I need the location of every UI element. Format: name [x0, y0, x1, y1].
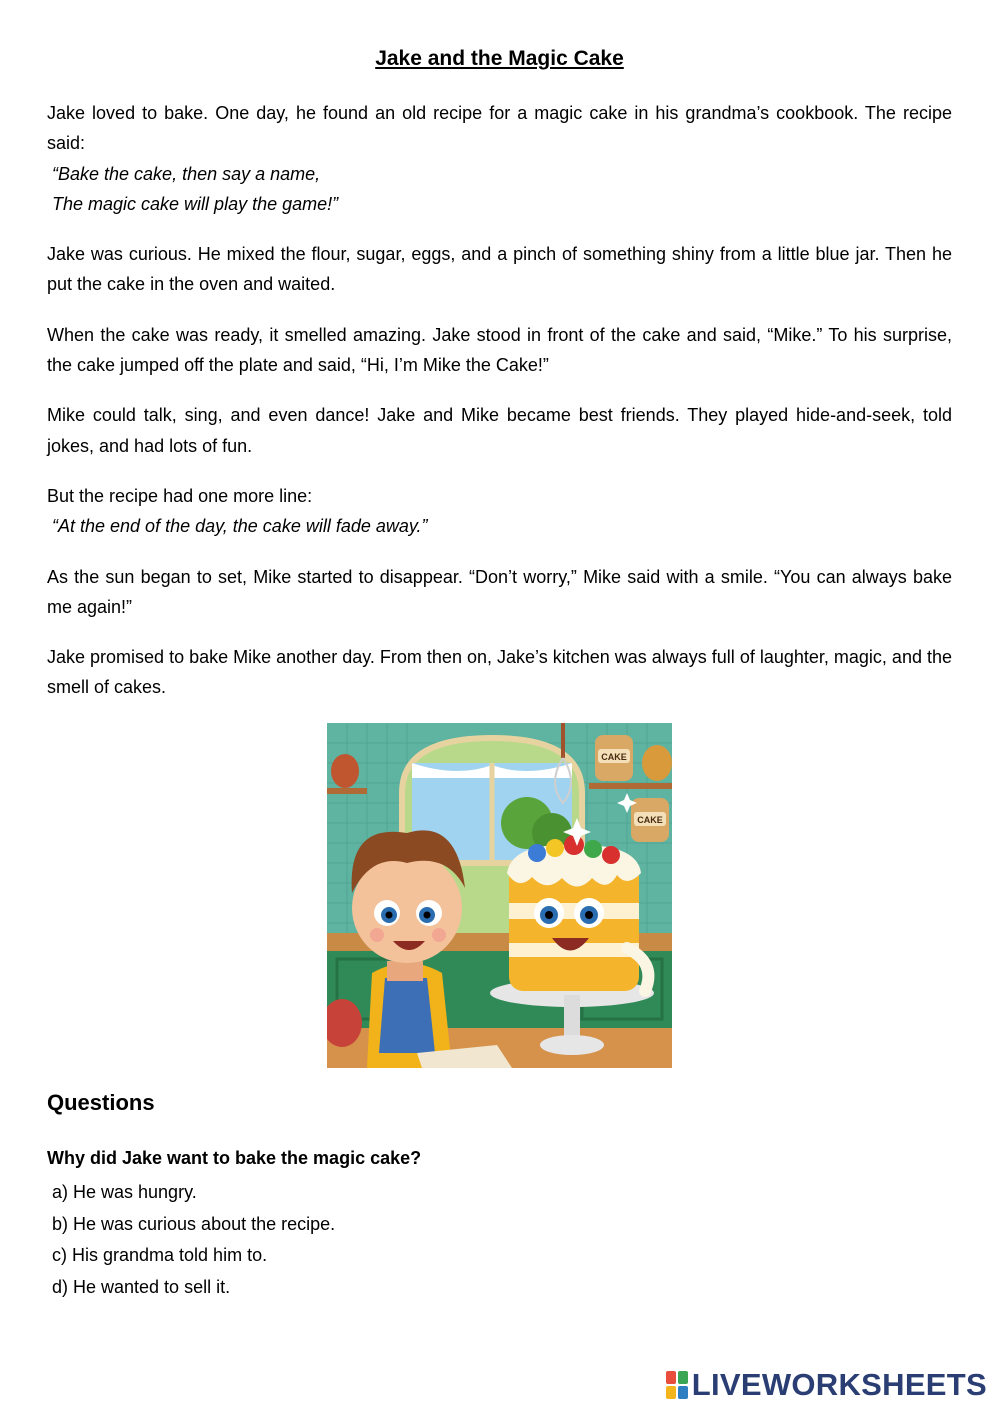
liveworksheets-logo	[666, 1367, 987, 1403]
story-paragraph-5-text: But the recipe had one more line:	[47, 485, 313, 506]
liveworksheets-logo-icon	[666, 1371, 688, 1399]
story-paragraph-6: As the sun began to set, Mike started to disappear. “Don’t worry,” Mike said with a smile. “You can always bake me again!”	[47, 566, 952, 617]
logo-block-green	[678, 1371, 688, 1384]
question-1-option-a[interactable]: a) He was hungry.	[52, 1182, 197, 1202]
logo-block-blue	[678, 1386, 688, 1399]
questions-heading: Questions	[47, 1090, 155, 1115]
story-paragraph-4: Mike could talk, sing, and even dance! Jake and Mike became best friends. They played hide-and-seek, told jokes, and had lots of fun.	[47, 405, 952, 456]
story-title: Jake and the Magic Cake	[375, 47, 624, 70]
recipe-quote-line-1: “Bake the cake, then say a name,	[52, 163, 321, 184]
story-paragraph-1	[47, 98, 952, 219]
jar-label-1: CAKE	[601, 752, 627, 762]
question-1-option-c[interactable]: c) His grandma told him to.	[52, 1245, 268, 1266]
question-1-option-b[interactable]: b) He was curious about the recipe.	[52, 1213, 336, 1234]
liveworksheets-logo-text: LIVEWORKSHEETS	[691, 1367, 987, 1402]
logo-block-red	[666, 1371, 676, 1384]
recipe-quote-line-3: “At the end of the day, the cake will fade away.”	[52, 516, 428, 537]
story-paragraph-1-text: Jake loved to bake. One day, he found an old recipe for a magic cake in his grandma’s cookbook. The recipe said:	[47, 103, 952, 154]
kitchen-illustration	[327, 723, 672, 1068]
story-paragraph-5	[47, 481, 952, 542]
story-text	[47, 98, 952, 723]
story-illustration	[327, 723, 672, 1068]
jar-label-2: CAKE	[637, 815, 663, 825]
story-paragraph-2: Jake was curious. He mixed the flour, sugar, eggs, and a pinch of something shiny from a little blue jar. Then he put the cake in the oven and waited.	[47, 244, 952, 295]
logo-block-yellow	[666, 1386, 676, 1399]
story-paragraph-7: Jake promised to bake Mike another day. From then on, Jake’s kitchen was always full of laughter, magic, and the smell of cakes.	[47, 647, 952, 698]
recipe-quote-line-2: The magic cake will play the game!”	[52, 193, 339, 214]
question-1-text: Why did Jake want to bake the magic cake?	[47, 1148, 422, 1168]
question-1-option-d[interactable]: d) He wanted to sell it.	[52, 1277, 231, 1298]
story-paragraph-3: When the cake was ready, it smelled amazing. Jake stood in front of the cake and said, “Mike.” To his surprise, the cake jumped off the plate and said, “Hi, I’m Mike the Cake!”	[47, 324, 952, 376]
question-1	[47, 1145, 952, 1304]
